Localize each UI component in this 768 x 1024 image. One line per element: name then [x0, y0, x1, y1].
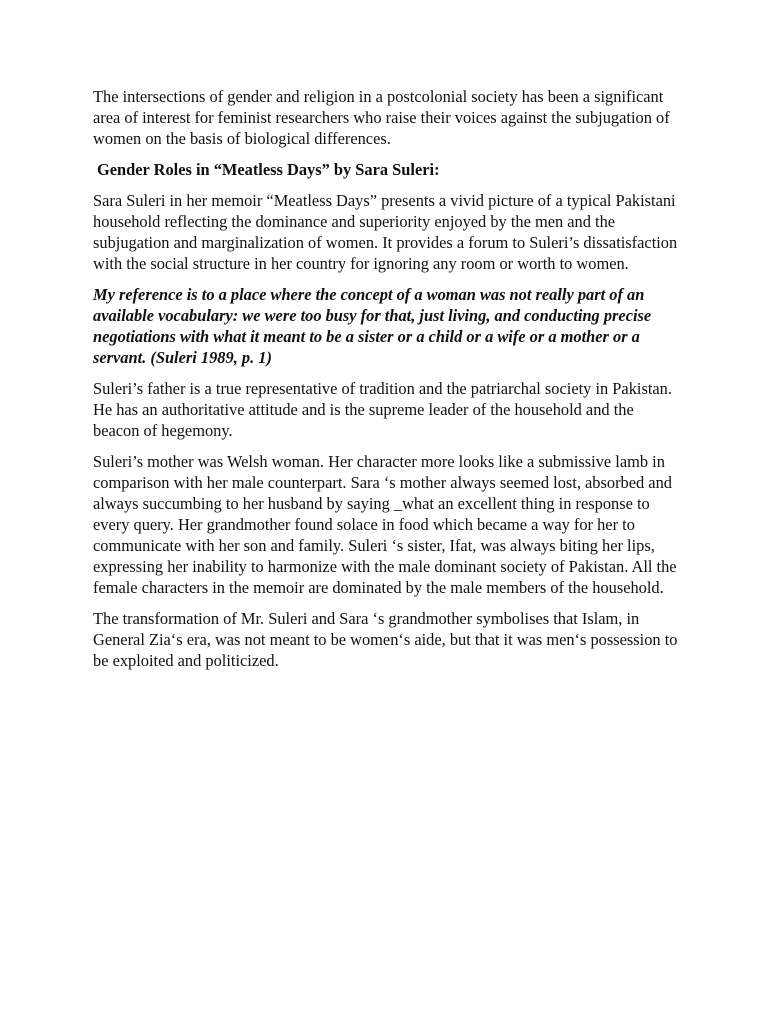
document-page	[93, 86, 683, 681]
body-paragraph-1: Sara Suleri in her memoir “Meatless Days” presents a vivid picture of a typical Pakistani household reflecting the dominance and superiority enjoyed by the men and the subjugation and marginalization of women. It provides a forum to Suleri’s dissatisfaction with the social structure in her country for ignoring any room or worth to women.	[93, 191, 678, 273]
body-paragraph-4: The transformation of Mr. Suleri and Sara ‘s grandmother symbolises that Islam, in General Zia‘s era, was not meant to be women‘s aide, but that it was men‘s possession to be exploited and politicized.	[93, 609, 678, 670]
block-quote: My reference is to a place where the concept of a woman was not really part of an available vocabulary: we were too busy for that, just living, and conducting precise negotiations with what it meant to be a sister or a child or a wife or a mother or a servant. (Suleri 1989, p. 1)	[93, 285, 652, 367]
body-paragraph-2: Suleri’s father is a true representative of tradition and the patriarchal society in Pakistan. He has an authoritative attitude and is the supreme leader of the household and the beacon of hegemony.	[93, 379, 672, 440]
section-heading: Gender Roles in “Meatless Days” by Sara Suleri:	[97, 160, 440, 179]
intro-paragraph: The intersections of gender and religion in a postcolonial society has been a significant area of interest for feminist researchers who raise their voices against the subjugation of women on the basis of biological differences.	[93, 87, 670, 148]
body-paragraph-3: Suleri’s mother was Welsh woman. Her character more looks like a submissive lamb in comparison with her male counterpart. Sara ‘s mother always seemed lost, absorbed and always succumbing to her husband by saying _what an excellent thing in response to every query. Her grandmother found solace in food which became a way for her to communicate with her son and family. Suleri ‘s sister, Ifat, was always biting her lips, expressing her inability to harmonize with the male dominant society of Pakistan. All the female characters in the memoir are dominated by the male members of the household.	[93, 452, 677, 597]
